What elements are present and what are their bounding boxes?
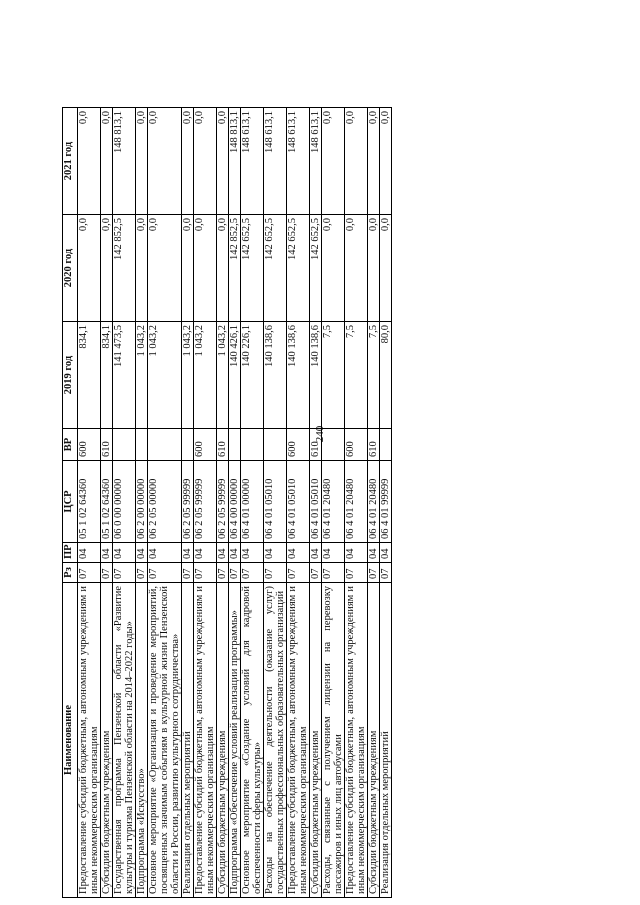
table-row	[264, 108, 287, 898]
cell-csr: 06 2 05 99999	[194, 461, 217, 543]
header-2020: 2020 год	[63, 215, 78, 322]
cell-vr	[380, 429, 392, 461]
header-2019: 2019 год	[63, 322, 78, 429]
cell-2019: 1 043,2	[182, 322, 194, 429]
table-row	[241, 108, 264, 898]
budget-table	[62, 107, 392, 898]
cell-2021: 0,0	[194, 108, 217, 215]
cell-rz: 07	[264, 563, 287, 583]
table-row	[368, 108, 380, 898]
cell-csr: 06 4 01 20480	[322, 461, 345, 543]
cell-name: Подпрограмма «Обеспечение условий реализации программы»	[229, 583, 241, 898]
cell-2020: 0,0	[217, 215, 229, 322]
header-rz: Рз	[63, 563, 78, 583]
cell-2021: 0,0	[368, 108, 380, 215]
rotated-page-content	[62, 108, 578, 898]
cell-2020: 0,0	[148, 215, 182, 322]
cell-csr: 05 1 02 64360	[78, 461, 101, 543]
cell-2021: 0,0	[101, 108, 113, 215]
cell-2020: 0,0	[380, 215, 392, 322]
cell-name: Подпрограмма «Искусство»	[136, 583, 148, 898]
table-row	[287, 108, 310, 898]
cell-2019: 834,1	[101, 322, 113, 429]
cell-rz: 07	[345, 563, 368, 583]
cell-vr	[113, 429, 136, 461]
cell-rz: 07	[78, 563, 101, 583]
cell-2019: 1 043,2	[217, 322, 229, 429]
cell-2019: 1 043,2	[136, 322, 148, 429]
cell-name: Предоставление субсидий бюджетным, автономным учреждениям и иным некоммерческим организациям	[287, 583, 310, 898]
cell-rz: 07	[182, 563, 194, 583]
cell-pr: 04	[113, 543, 136, 563]
cell-name: Предоставление субсидий бюджетным, автономным учреждениям и иным некоммерческим организациям	[78, 583, 101, 898]
cell-name: Предоставление субсидий бюджетным, автономным учреждениям и иным некоммерческим организациям	[194, 583, 217, 898]
cell-2020: 142 652,5	[264, 215, 287, 322]
cell-2020: 142 652,5	[287, 215, 310, 322]
cell-2020: 0,0	[194, 215, 217, 322]
table-row	[101, 108, 113, 898]
cell-rz: 07	[194, 563, 217, 583]
cell-name: Реализация отдельных мероприятий	[182, 583, 194, 898]
cell-name: Субсидии бюджетным учреждениям	[368, 583, 380, 898]
cell-vr: 600	[194, 429, 217, 461]
cell-vr	[182, 429, 194, 461]
cell-2019: 140 138,6	[310, 322, 322, 429]
cell-pr: 04	[194, 543, 217, 563]
cell-2019: 140 138,6	[264, 322, 287, 429]
cell-2020: 0,0	[368, 215, 380, 322]
cell-vr: 600	[345, 429, 368, 461]
cell-vr	[264, 429, 287, 461]
cell-csr: 06 4 01 00000	[241, 461, 264, 543]
cell-2021: 148 813,1	[113, 108, 136, 215]
cell-csr: 06 4 01 20480	[368, 461, 380, 543]
cell-pr: 04	[148, 543, 182, 563]
cell-name: Субсидии бюджетным учреждениям	[217, 583, 229, 898]
cell-pr: 04	[241, 543, 264, 563]
cell-rz: 07	[322, 563, 345, 583]
cell-vr	[229, 429, 241, 461]
cell-rz: 07	[101, 563, 113, 583]
cell-2021: 0,0	[136, 108, 148, 215]
cell-2021: 148 613,1	[241, 108, 264, 215]
cell-pr: 04	[345, 543, 368, 563]
header-vr: ВР	[63, 429, 78, 461]
cell-csr: 06 0 00 00000	[113, 461, 136, 543]
cell-2019: 140 426,1	[229, 322, 241, 429]
cell-rz: 07	[113, 563, 136, 583]
table-row	[229, 108, 241, 898]
cell-vr: 600	[287, 429, 310, 461]
cell-2021: 0,0	[217, 108, 229, 215]
cell-csr: 06 4 01 05010	[287, 461, 310, 543]
cell-2020: 142 852,5	[229, 215, 241, 322]
cell-pr: 04	[229, 543, 241, 563]
cell-rz: 07	[241, 563, 264, 583]
cell-2021: 148 613,1	[264, 108, 287, 215]
cell-pr: 04	[322, 543, 345, 563]
cell-rz: 07	[287, 563, 310, 583]
table-row	[194, 108, 217, 898]
table-header	[63, 108, 78, 898]
cell-vr: 610	[217, 429, 229, 461]
table-body	[78, 108, 392, 898]
cell-2020: 142 852,5	[113, 215, 136, 322]
cell-name: Реализация отдельных мероприятий	[380, 583, 392, 898]
cell-2020: 0,0	[322, 215, 345, 322]
page-number: 240	[314, 425, 326, 443]
cell-2020: 0,0	[101, 215, 113, 322]
cell-csr: 06 2 00 00000	[136, 461, 148, 543]
header-pr: ПР	[63, 543, 78, 563]
cell-csr: 06 4 01 05010	[310, 461, 322, 543]
cell-pr: 04	[264, 543, 287, 563]
cell-2020: 142 652,5	[310, 215, 322, 322]
cell-2021: 148 813,1	[229, 108, 241, 215]
cell-name: Основное мероприятие «Создание условий для кадровой обеспеченности сферы культуры»	[241, 583, 264, 898]
cell-pr: 04	[310, 543, 322, 563]
header-row	[63, 108, 78, 898]
table-row	[345, 108, 368, 898]
cell-rz: 07	[380, 563, 392, 583]
header-csr: ЦСР	[63, 461, 78, 543]
cell-pr: 04	[101, 543, 113, 563]
cell-pr: 04	[287, 543, 310, 563]
table-row	[322, 108, 345, 898]
cell-csr: 05 1 02 64360	[101, 461, 113, 543]
cell-rz: 07	[368, 563, 380, 583]
cell-2020: 0,0	[78, 215, 101, 322]
cell-2019: 140 138,6	[287, 322, 310, 429]
cell-vr	[136, 429, 148, 461]
cell-2021: 0,0	[380, 108, 392, 215]
cell-2019: 140 226,1	[241, 322, 264, 429]
cell-pr: 04	[136, 543, 148, 563]
cell-2020: 142 652,5	[241, 215, 264, 322]
table-row	[136, 108, 148, 898]
cell-2020: 0,0	[136, 215, 148, 322]
cell-name: Расходы, связанные с получением лицензии на перевозку пассажиров и иных лиц автобусами	[322, 583, 345, 898]
cell-csr: 06 2 05 00000	[148, 461, 182, 543]
table-row	[182, 108, 194, 898]
cell-pr: 04	[368, 543, 380, 563]
cell-2019: 7,5	[322, 322, 345, 429]
cell-name: Предоставление субсидий бюджетным, автономным учреждениям и иным некоммерческим организациям	[345, 583, 368, 898]
cell-name: Расходы на обеспечение деятельности (оказание услуг) государственных профессиональных образовательных организаций	[264, 583, 287, 898]
cell-csr: 06 4 01 05010	[264, 461, 287, 543]
cell-2019: 834,1	[78, 322, 101, 429]
cell-csr: 06 4 01 99999	[380, 461, 392, 543]
cell-2019: 80,0	[380, 322, 392, 429]
header-2021: 2021 год	[63, 108, 78, 215]
table-row	[217, 108, 229, 898]
cell-pr: 04	[217, 543, 229, 563]
cell-rz: 07	[229, 563, 241, 583]
cell-vr: 610	[368, 429, 380, 461]
cell-2019: 141 473,5	[113, 322, 136, 429]
table-row	[148, 108, 182, 898]
table-row	[78, 108, 101, 898]
cell-name: Государственная программа Пензенской области «Развитие культуры и туризма Пензенской области на 2014–2022 годы»	[113, 583, 136, 898]
cell-vr: 600	[78, 429, 101, 461]
cell-2019: 7,5	[368, 322, 380, 429]
cell-pr: 04	[182, 543, 194, 563]
cell-2019: 1 043,2	[194, 322, 217, 429]
cell-vr	[322, 429, 345, 461]
cell-2019: 7,5	[345, 322, 368, 429]
cell-name: Субсидии бюджетным учреждениям	[310, 583, 322, 898]
cell-rz: 07	[148, 563, 182, 583]
table-row	[113, 108, 136, 898]
cell-vr	[148, 429, 182, 461]
table-row	[380, 108, 392, 898]
cell-2020: 0,0	[345, 215, 368, 322]
cell-rz: 07	[217, 563, 229, 583]
cell-2021: 0,0	[345, 108, 368, 215]
header-name: Наименование	[63, 583, 78, 898]
cell-2019: 1 043,2	[148, 322, 182, 429]
cell-2021: 0,0	[182, 108, 194, 215]
table-row	[310, 108, 322, 898]
cell-csr: 06 2 05 99999	[182, 461, 194, 543]
cell-csr: 06 4 00 00000	[229, 461, 241, 543]
cell-2021: 0,0	[148, 108, 182, 215]
cell-2020: 0,0	[182, 215, 194, 322]
cell-name: Субсидии бюджетным учреждениям	[101, 583, 113, 898]
cell-vr	[241, 429, 264, 461]
cell-pr: 04	[78, 543, 101, 563]
cell-name: Основное мероприятие «Организация и проведение мероприятий, посвященных значимым событиям в культурной жизни Пензенской области и России, развитию культурного сотрудничества»	[148, 583, 182, 898]
cell-2021: 0,0	[322, 108, 345, 215]
cell-csr: 06 2 05 99999	[217, 461, 229, 543]
cell-2021: 0,0	[78, 108, 101, 215]
cell-csr: 06 4 01 20480	[345, 461, 368, 543]
cell-2021: 148 613,1	[287, 108, 310, 215]
cell-rz: 07	[136, 563, 148, 583]
cell-2021: 148 613,1	[310, 108, 322, 215]
cell-vr: 610	[101, 429, 113, 461]
cell-rz: 07	[310, 563, 322, 583]
cell-vr: 610	[310, 429, 322, 461]
cell-pr: 04	[380, 543, 392, 563]
